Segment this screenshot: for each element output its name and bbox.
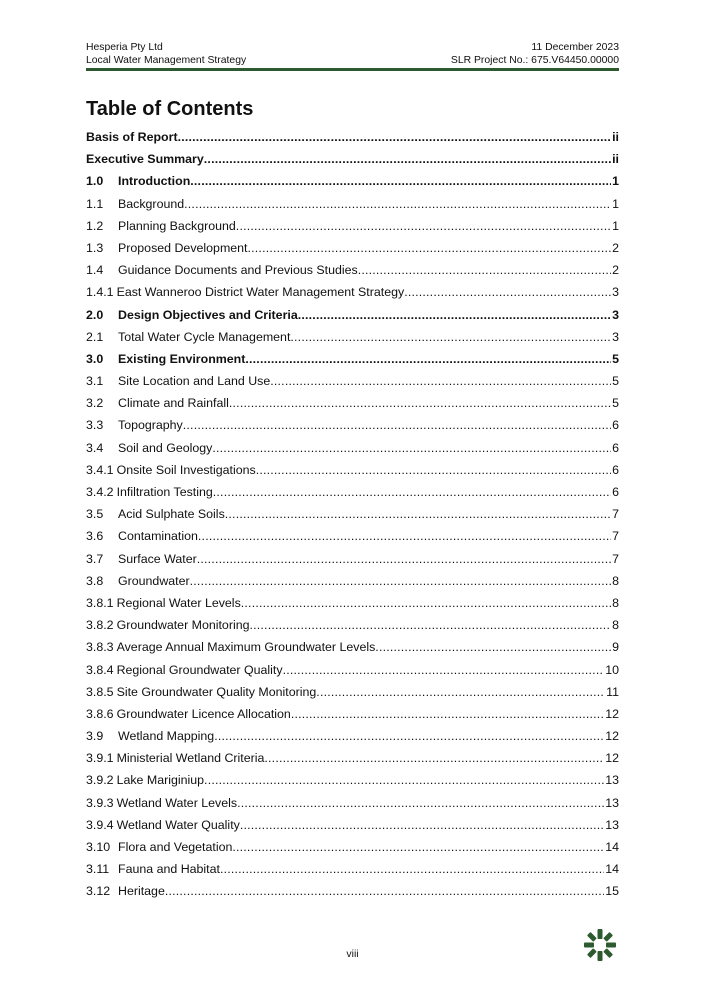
toc-entry[interactable] (86, 681, 619, 703)
toc-dot-leader (212, 437, 611, 459)
toc-entry-number: 3.10 (86, 840, 111, 854)
toc-entry[interactable] (86, 437, 619, 459)
toc-entry[interactable] (86, 459, 619, 481)
toc-entry[interactable] (86, 570, 619, 592)
header-company: Hesperia Pty Ltd (86, 42, 163, 53)
toc-dot-leader (270, 370, 611, 392)
toc-entry-number: 1.1 (86, 196, 104, 211)
toc-entry-title: East Wanneroo District Water Management Strategy (116, 285, 405, 300)
toc-entry[interactable] (86, 725, 619, 747)
toc-dot-leader (197, 548, 611, 570)
toc-entry-page: 13 (605, 817, 619, 832)
toc-entry-page: 9 (612, 640, 619, 655)
header-project-number: SLR Project No.: 675.V64450.00000 (450, 55, 619, 66)
toc-entry-title: Introduction (118, 174, 191, 189)
toc-entry-page: 7 (612, 529, 619, 544)
toc-entry-number: 3.9 (86, 729, 104, 744)
toc-entry[interactable] (86, 636, 619, 658)
toc-entry-page: 7 (612, 507, 619, 522)
toc-entry-title: Site Groundwater Quality Monitoring (116, 684, 317, 699)
toc-entry-title: Acid Sulphate Soils (118, 507, 225, 522)
toc-entry-number: 3.8.1 (86, 595, 114, 610)
toc-entry[interactable] (86, 592, 619, 614)
toc-entry[interactable] (86, 348, 619, 370)
toc-entry-title: Regional Groundwater Quality (116, 662, 283, 677)
toc-entry-number: 3.7 (86, 551, 104, 566)
toc-entry-page: 13 (605, 795, 619, 810)
toc-entry-page: ii (612, 152, 619, 167)
toc-dot-leader (204, 148, 611, 170)
toc-dot-leader (190, 170, 611, 192)
toc-entry[interactable] (86, 814, 619, 836)
toc-dot-leader (183, 414, 611, 436)
toc-entry-page: 1 (612, 218, 619, 233)
toc-entry-title: Groundwater (118, 573, 190, 588)
toc-dot-leader (214, 725, 604, 747)
toc-entry-title: Wetland Water Levels (116, 795, 238, 810)
toc-entry-title: Site Location and Land Use (118, 374, 271, 389)
toc-entry-title: Onsite Soil Investigations (116, 462, 256, 477)
page-number: viii (346, 948, 359, 960)
toc-entry-number: 3.4.2 (86, 485, 114, 499)
toc-dot-leader (204, 769, 604, 791)
toc-entry-title: Planning Background (118, 218, 236, 233)
toc-entry-page: 2 (612, 263, 619, 278)
toc-entry-number: 3.8.6 (86, 706, 114, 721)
toc-entry-page: 13 (605, 773, 619, 788)
toc-dot-leader (283, 659, 605, 681)
toc-entry-number: 1.3 (86, 240, 104, 255)
toc-entry-number: 3.9.1 (86, 751, 114, 766)
toc-entry-page: 14 (605, 840, 619, 854)
toc-entry[interactable] (86, 481, 619, 503)
toc-dot-leader (198, 525, 611, 547)
toc-entry[interactable] (86, 281, 619, 303)
toc-entry[interactable] (86, 858, 619, 880)
toc-entry-title: Total Water Cycle Management (118, 329, 291, 344)
toc-entry[interactable] (86, 836, 619, 858)
toc-dot-leader (237, 792, 604, 814)
toc-entry-number: 3.1 (86, 374, 104, 389)
toc-dot-leader (290, 326, 611, 348)
toc-entry-page: 5 (612, 374, 619, 389)
toc-entry-page: 6 (612, 418, 619, 433)
toc-entry-number: 3.0 (86, 351, 104, 366)
toc-entry-title: Executive Summary (86, 152, 204, 167)
toc-entry-page: 3 (612, 285, 619, 300)
toc-entry[interactable] (86, 503, 619, 525)
toc-dot-leader (248, 237, 612, 259)
toc-entry-number: 1.4 (86, 263, 104, 278)
toc-entry[interactable] (86, 769, 619, 791)
toc-entry-title: Contamination (118, 529, 198, 544)
toc-dot-leader (184, 193, 611, 215)
toc-entry[interactable] (86, 193, 619, 215)
toc-entry-page: 5 (612, 351, 619, 366)
toc-entry-title: Wetland Water Quality (116, 817, 240, 832)
toc-entry-page: 12 (605, 751, 619, 766)
toc-entry-title: Infiltration Testing (116, 485, 213, 499)
toc-title: Table of Contents (86, 98, 254, 120)
toc-entry-page: 10 (605, 662, 619, 677)
toc-entry-title: Ministerial Wetland Criteria (116, 751, 265, 766)
toc-entry-title: Background (118, 196, 185, 211)
toc-dot-leader (220, 858, 604, 880)
toc-entry[interactable] (86, 880, 619, 902)
page-header (86, 41, 619, 67)
toc-entry-title: Guidance Documents and Previous Studies (118, 263, 358, 278)
toc-dot-leader (298, 304, 611, 326)
toc-entry-number: 3.9.3 (86, 795, 114, 810)
toc-entry[interactable] (86, 304, 619, 326)
toc-entry-number: 3.2 (86, 396, 104, 411)
toc-entry[interactable] (86, 392, 619, 414)
toc-entry[interactable] (86, 170, 619, 192)
toc-entry-number: 3.9.2 (86, 773, 114, 788)
toc-entry[interactable] (86, 525, 619, 547)
toc-dot-leader (225, 503, 611, 525)
toc-entry[interactable] (86, 126, 619, 148)
toc-entry-page: 12 (605, 729, 619, 744)
toc-entry[interactable] (86, 792, 619, 814)
toc-entry-page: 7 (612, 551, 619, 566)
toc-entry-page: 14 (605, 862, 619, 877)
toc-entry-title: Fauna and Habitat (118, 862, 220, 877)
toc-entry[interactable] (86, 747, 619, 769)
toc-entry-title: Average Annual Maximum Groundwater Levels (116, 640, 376, 655)
toc-dot-leader (229, 392, 611, 414)
toc-dot-leader (236, 215, 611, 237)
toc-entry-title: Proposed Development (118, 240, 248, 255)
toc-entry-number: 3.5 (86, 507, 104, 522)
toc-entry-title: Climate and Rainfall (118, 396, 229, 411)
toc-entry-page: 6 (612, 440, 619, 455)
toc-entry-page: 11 (606, 684, 619, 699)
toc-entry-number: 3.8 (86, 573, 104, 588)
toc-dot-leader (358, 259, 611, 281)
slr-logo-icon (583, 928, 617, 962)
toc-entry-page: 8 (612, 573, 619, 588)
toc-entry-number: 1.4.1 (86, 285, 114, 300)
toc-entry-number: 1.0 (86, 174, 104, 189)
toc-entry-number: 2.1 (86, 329, 104, 344)
toc-entry-number: 1.2 (86, 218, 104, 233)
toc-entry-title: Topography (118, 418, 183, 433)
toc-entry-title: Wetland Mapping (118, 729, 215, 744)
toc-entry[interactable] (86, 703, 619, 725)
toc-entry[interactable] (86, 548, 619, 570)
header-date: 11 December 2023 (531, 42, 619, 53)
toc-entry-number: 3.3 (86, 418, 104, 433)
toc-dot-leader (240, 814, 604, 836)
toc-entry-title: Regional Water Levels (116, 595, 241, 610)
toc-entry-title: Flora and Vegetation (118, 840, 233, 854)
toc-dot-leader (375, 636, 611, 658)
toc-entry-number: 3.8.3 (86, 640, 114, 655)
toc-entry-title: Basis of Report (86, 130, 178, 144)
toc-entry-page: 8 (612, 595, 619, 610)
toc-dot-leader (291, 703, 604, 725)
toc-entry-page: 3 (612, 307, 619, 322)
toc-dot-leader (165, 880, 604, 902)
toc-entry-number: 3.8.2 (86, 618, 114, 633)
toc-entry-number: 3.8.4 (86, 662, 114, 677)
toc-dot-leader (232, 836, 604, 858)
toc-dot-leader (256, 459, 611, 481)
toc-entry-page: 5 (612, 396, 619, 411)
toc-dot-leader (245, 348, 611, 370)
toc-entry-title: Design Objectives and Criteria (118, 307, 298, 322)
toc-entry-title: Surface Water (118, 551, 197, 566)
toc-dot-leader (178, 126, 612, 148)
toc-entry-title: Soil and Geology (118, 440, 213, 455)
toc-entry-number: 3.9.4 (86, 817, 114, 832)
toc-dot-leader (190, 570, 611, 592)
toc-entry-page: 15 (605, 884, 619, 899)
header-rule (86, 68, 619, 71)
toc-entry-page: ii (612, 130, 619, 144)
toc-entry-page: 1 (612, 196, 619, 211)
toc-entry[interactable] (86, 659, 619, 681)
toc-entry-page: 6 (612, 485, 619, 499)
toc-entry-title: Groundwater Monitoring (116, 618, 250, 633)
toc-entry-title: Groundwater Licence Allocation (116, 706, 291, 721)
toc-dot-leader (316, 681, 605, 703)
toc-dot-leader (264, 747, 604, 769)
toc-entry-title: Lake Mariginiup (116, 773, 205, 788)
toc-dot-leader (404, 281, 611, 303)
toc-entry-page: 12 (605, 706, 619, 721)
toc-entry-number: 3.8.5 (86, 684, 114, 699)
toc-entry-number: 3.6 (86, 529, 104, 544)
toc-dot-leader (241, 592, 611, 614)
toc-entry[interactable] (86, 414, 619, 436)
toc-entry-title: Heritage (118, 884, 165, 899)
toc-entry[interactable] (86, 215, 619, 237)
toc-entry-page: 6 (612, 462, 619, 477)
header-document-title: Local Water Management Strategy (86, 55, 247, 66)
toc-entry-number: 3.12 (86, 884, 111, 899)
toc-entry-number: 2.0 (86, 307, 104, 322)
toc-entry-title: Existing Environment (118, 351, 246, 366)
toc-entry-number: 3.11 (86, 862, 110, 877)
toc-entry[interactable] (86, 326, 619, 348)
toc-entry[interactable] (86, 237, 619, 259)
toc-entry[interactable] (86, 614, 619, 636)
toc-entry-page: 1 (612, 174, 619, 189)
toc-entry-number: 3.4 (86, 440, 104, 455)
toc-entry-page: 8 (612, 618, 619, 633)
toc-entry-number: 3.4.1 (86, 462, 114, 477)
toc-entry[interactable] (86, 148, 619, 170)
table-of-contents (86, 126, 619, 903)
toc-entry-page: 3 (612, 329, 619, 344)
toc-entry-page: 2 (612, 240, 619, 255)
toc-dot-leader (213, 481, 611, 503)
toc-entry[interactable] (86, 259, 619, 281)
toc-dot-leader (249, 614, 611, 636)
toc-entry[interactable] (86, 370, 619, 392)
